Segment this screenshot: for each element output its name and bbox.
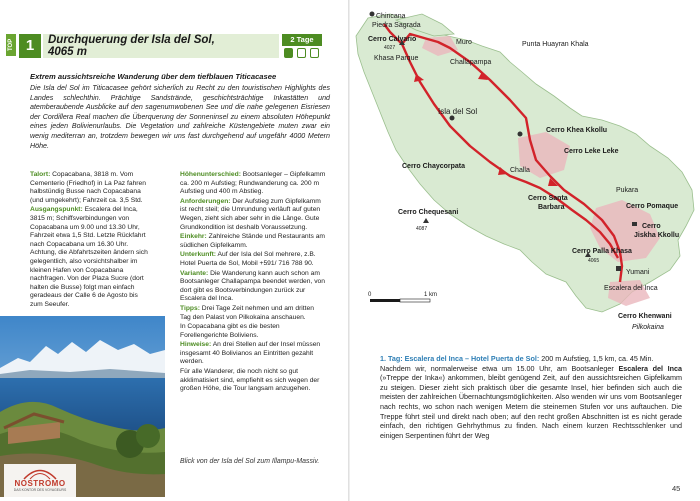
info-talort: Talort: Copacabana, 3818 m. Vom Cementerio (Friedhof) in La Paz fahren halbstündig Busse nach Copacabana (und umgekehrt); Fahrzeit ca. 3,5 Std. [30, 171, 146, 204]
map-label-jiskha-2: Jiskha Kkollu [634, 232, 680, 239]
map-label-challa: Challa [510, 167, 530, 174]
map-label-chaycorpata: Cerro Chaycorpata [402, 163, 466, 170]
info-anforderungen: Anforderungen: Der Aufstieg zum Gipfelkamm ist recht steil; die Umrundung verläuft auf guten Wegen, zieht sich aber sehr in die Länge. Gute Grundkondition ist deshalb Voraussetzung. [180, 197, 321, 231]
boot-icon [284, 48, 293, 58]
map-label-khenwani: Cerro Khenwani [618, 313, 672, 320]
island-map [350, 0, 700, 335]
right-page [350, 0, 700, 501]
map-label-pilkokaina: Pilkokaina [632, 324, 664, 331]
scale-label-0: 0 [368, 292, 372, 298]
map-label-palla-alt: 4065 [588, 258, 600, 264]
chincana-icon [370, 12, 375, 17]
title-line-2: 4065 m [48, 46, 88, 58]
map-label-punta: Punta Huayran Khala [522, 41, 589, 48]
day-heading: 1. Tag: Escalera del Inca – Hotel Puerta de Sol: [380, 354, 540, 363]
info-hinweise-2: Für alle Wanderer, die noch nicht so gut akklimatisiert sind, empfiehlt es sich wegen der großen Höhe, die Tour langsam anzugehen. [180, 368, 320, 393]
map-label-santa-barbara-1: Cerro Santa [528, 195, 568, 202]
title-line-1: Durchquerung der Isla del Sol, [48, 34, 215, 46]
map-label-chincana: Chincana [376, 13, 406, 20]
church-icon-2 [518, 132, 523, 137]
subtitle: Extrem aussichtsreiche Wanderung über dem tiefblauen Titicacasee [30, 72, 277, 81]
map-label-piedra: Piedra Sagrada [372, 22, 421, 29]
map-label-santa-barbara-2: Barbara [538, 204, 565, 211]
day-body-start: Nachdem wir, normalerweise etwa um 15.00 Uhr, am Bootsanleger [380, 363, 619, 373]
map-label-pomaque: Cerro Pomaque [626, 203, 679, 210]
duration-badge: 2 Tage [282, 34, 322, 46]
logo-tagline: DAS KONTOR DES VOYAGEURS [13, 488, 67, 492]
page-title [48, 34, 288, 58]
map-label-calvario: Cerro Calvario [368, 36, 417, 43]
publisher-logo [4, 464, 76, 497]
map-label-escalera: Escalera del Inca [604, 285, 658, 292]
info-variante: Variante: Die Wanderung kann auch schon am Bootsanleger Challapampa beendet werden, von dort gibt es Bootsverbindungen zurück zur Escalera del Inca. [180, 269, 325, 303]
intro-text: Die Isla del Sol im Titicacasee gehört sicherlich zu Recht zu den touristischen Highlights des Landes schlechthin. Prächtige Sandstrände, geschichtsträchtige Inkastätten und atemberaubende Ausblicke auf den sagenumwobenen See und die nahe gelegenen Eisriesen der Cordillera Real machen die Überquerung der Sonneninsel zu einem absoluten Höhepunkt eines jeden Bolivienurlaubs. Die Vegetation und zahlreiche Küstengebiete muten zwar ein wenig mediterran an, trotzdem bewegen wir uns fast durchgehend auf ungefähr 4000 Metern Höhe. [30, 84, 330, 150]
info-hoehenunterschied: Höhenunterschied: Bootsanleger – Gipfelkamm ca. 200 m Aufstieg; Rundwanderung ca. 200 m Aufstieg und 400 m Abstieg. [180, 171, 326, 196]
top-tab: TOP [6, 34, 16, 56]
map-label-khea: Cerro Khea Kkollu [546, 127, 608, 134]
bus-icon [310, 48, 319, 58]
map-label-leke: Cerro Leke Leke [564, 148, 619, 155]
map-label-yumani: Yumani [626, 269, 650, 276]
day-body-rest: (»Treppe der Inka«) ankommen, bleibt genügend Zeit, auf den aussichtsreichen Gipfelkamm zu steigen. Dieser zieht sich praktisch über die gesamte Insel, hier befinden sich auch die meisten der zahlreichen Übernachtungsmöglichkeiten. Also wenden wir uns vom Bootsanleger nach rechts, wo schon nach wenigen Metern die steinernen Stufen vor uns auftauchen. Die Treppe führt steil und direkt nach oben; auf den recht großen Abschnitten ist es nicht gerade einfach, den richtigen Gehrhythmus zu finden. Nach einem kurzen Rechtsschlenker und einigen Serpentinen führt der Weg [380, 373, 682, 440]
photo-caption: Blick von der Isla del Sol zum Illampu-Massiv. [180, 458, 320, 465]
page-number: 45 [672, 484, 681, 493]
info-ausgangspunkt: Ausgangspunkt: Escalera del Inca, 3815 m; Schiffsverbindungen von Copacabana um 9.00 und 13.30 Uhr, Fahrzeit etwa 1,5 Std. Letzte Rückfahrt nach Copacabana um 16.30 Uhr. Achtung, die Abfahrtszeiten ändern sich gelegentlich, also vorsichtshalber im kleinen Hafen von Copacabana nachfragen. Von der Plaza Sucre (dort halten die Busse) folgt man einfach geradeaus der Calle 6 de Agosto bis zum Seeufer. [30, 206, 148, 308]
day-description [380, 354, 682, 440]
info-tipps-2: In Copacabana gibt es die besten Forellengerichte Boliviens. [180, 323, 280, 339]
boat-landing-icon [616, 266, 621, 271]
info-tipps: Tipps: Drei Tage Zeit nehmen und am dritten Tag den Palast von Pilkokaina anschauen. [180, 304, 314, 321]
ruin-icon [632, 222, 637, 226]
logo-arch-icon [4, 464, 76, 480]
map-label-chequesani-alt: 4087 [416, 226, 428, 232]
logo-name: NOSTROMO [14, 479, 66, 488]
day-body-bold: Escalera del Inca [618, 363, 682, 373]
info-einkehr: Einkehr: Zahlreiche Stände und Restaurants am südlichen Gipfelkamm. [180, 233, 325, 249]
info-column-right [180, 171, 326, 395]
mountain-icon [297, 48, 306, 58]
church-icon [450, 116, 455, 121]
map-label-isla: Isla del Sol [438, 107, 478, 116]
map-label-khasa: Khasa Parque [374, 55, 419, 62]
difficulty-icons [282, 47, 322, 60]
map-label-muro: Muro [456, 39, 472, 46]
info-column-left [30, 171, 152, 311]
info-unterkunft: Unterkunft: Auf der Isla del Sol mehrere, z.B. Hotel Puerta de Sol, Mobil +591/ 716 788 90. [180, 251, 316, 267]
map-label-palla: Cerro Palla Khasa [572, 248, 632, 255]
map-label-calvario-alt: 4027 [384, 45, 396, 51]
tour-number: 1 [19, 34, 41, 58]
map-label-pukara: Pukara [616, 187, 639, 194]
map-label-challapampa: Challapampa [450, 59, 492, 66]
map-label-jiskha-1: Cerro [642, 223, 661, 230]
info-hinweise: Hinweise: An drei Stellen auf der Insel müssen insgesamt 40 Bolivianos an Eintritten gezahlt werden. [180, 341, 321, 366]
map-label-chequesani: Cerro Chequesani [398, 209, 459, 216]
day-heading-details: 200 m Aufstieg, 1,5 km, ca. 45 Min. [539, 354, 654, 363]
scale-label-1km: 1 km [424, 292, 438, 298]
